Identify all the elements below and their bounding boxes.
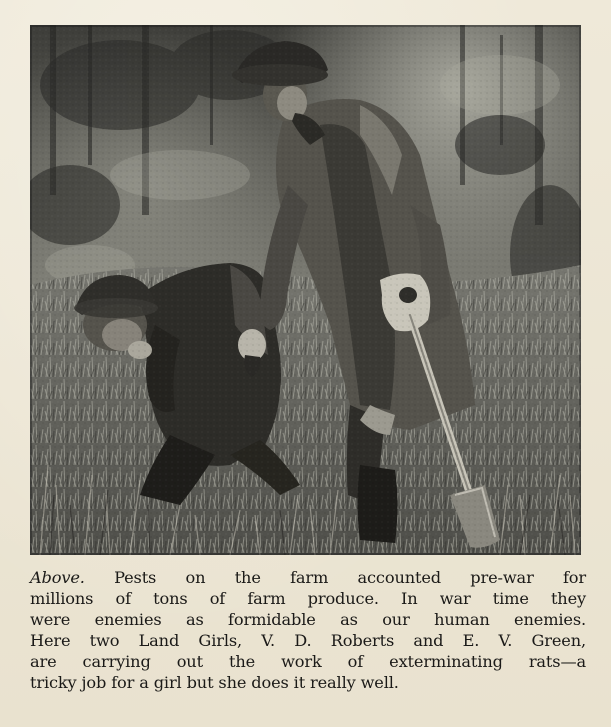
caption-line: were enemies as formidable as our human enemies. bbox=[30, 610, 586, 629]
caption-lead: Above. bbox=[30, 568, 85, 587]
photograph bbox=[30, 25, 581, 555]
caption-line bbox=[30, 567, 586, 588]
caption-line-text: Pests on the farm accounted pre-war for bbox=[84, 568, 586, 587]
caption-line: are carrying out the work of exterminating rats—a bbox=[30, 652, 586, 671]
photo-caption bbox=[30, 567, 586, 693]
caption-line: tricky job for a girl but she does it really well. bbox=[30, 673, 399, 692]
caption-line: millions of tons of farm produce. In war time they bbox=[30, 589, 586, 608]
land-girls-photo bbox=[30, 25, 581, 555]
caption-line: Here two Land Girls, V. D. Roberts and E. V. Green, bbox=[30, 631, 586, 650]
